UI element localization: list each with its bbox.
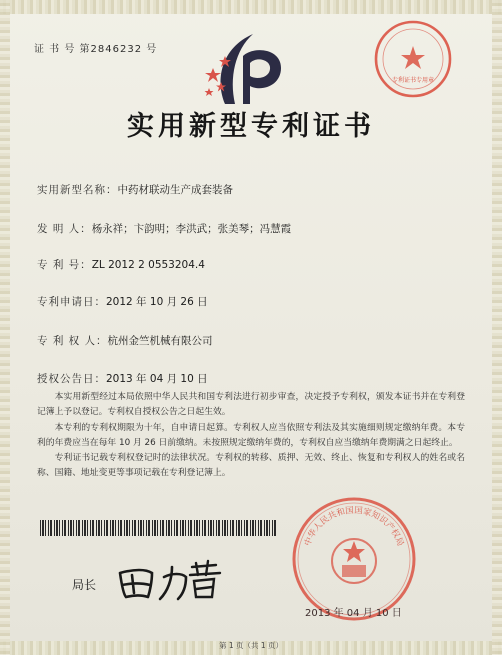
notice-paragraph: 专利证书记载专利权登记时的法律状况。专利权的转移、质押、无效、终止、恢复和专利权人的姓名或名称、国籍、地址变更等事项记载在专利登记簿上。 (37, 453, 465, 479)
decorative-border-right (492, 0, 502, 655)
decorative-border-left (0, 0, 10, 655)
field-value: 2013 年 04 月 10 日 (106, 373, 208, 385)
field-label: 发 明 人： (37, 223, 92, 235)
field-inventor (37, 221, 291, 236)
field-utility-model-name (37, 182, 233, 197)
certificate-number: 证 书 号 第2846232 号 (34, 44, 158, 55)
legal-notice (37, 390, 465, 482)
field-value: ZL 2012 2 0553204.4 (91, 259, 205, 271)
field-grant-date (37, 371, 208, 386)
field-label: 专 利 号： (37, 259, 92, 271)
field-label: 实用新型名称： (37, 184, 118, 196)
director-signature (112, 553, 224, 603)
seal-date: 2013 年 04 月 10 日 (305, 608, 402, 619)
field-value: 中药材联动生产成套装备 (117, 184, 233, 196)
patent-seal-stamp (372, 18, 454, 100)
field-value: 2012 年 10 月 26 日 (106, 296, 208, 308)
director-label: 局长 (72, 578, 97, 592)
certificate-title: 实用新型专利证书 (127, 111, 375, 142)
field-filing-date (37, 294, 208, 309)
notice-paragraph: 本实用新型经过本局依照中华人民共和国专利法进行初步审查，决定授予专利权，颁发本证书并在专利登记簿上予以登记。专利权自授权公告之日起生效。 (37, 392, 465, 418)
field-patentee (37, 333, 213, 348)
svg-text:专利证书专用章: 专利证书专用章 (391, 77, 435, 84)
field-label: 授权公告日： (37, 373, 106, 385)
field-value: 杨永祥；卞韵明；李洪武；张美琴；冯慧霞 (91, 223, 292, 235)
notice-paragraph: 本专利的专利权期限为十年，自申请日起算。专利权人应当依照专利法及其实施细则规定缴纳年费。本专利的年费应当在每年 10 月 26 日前缴纳。未按照规定缴纳年费的，专利权自应当缴纳年费期满之日起终止。 (37, 422, 465, 448)
barcode (40, 520, 276, 536)
field-value: 杭州金竺机械有限公司 (107, 335, 213, 347)
field-label: 专利申请日： (37, 296, 106, 308)
field-patent-number (37, 257, 205, 272)
svg-text:中华人民共和国国家知识产权局: 中华人民共和国国家知识产权局 (302, 505, 406, 548)
page-number: 第 1 页（共 1 页） (218, 641, 284, 650)
decorative-border-top (0, 0, 502, 14)
field-label: 专 利 权 人： (37, 335, 108, 347)
